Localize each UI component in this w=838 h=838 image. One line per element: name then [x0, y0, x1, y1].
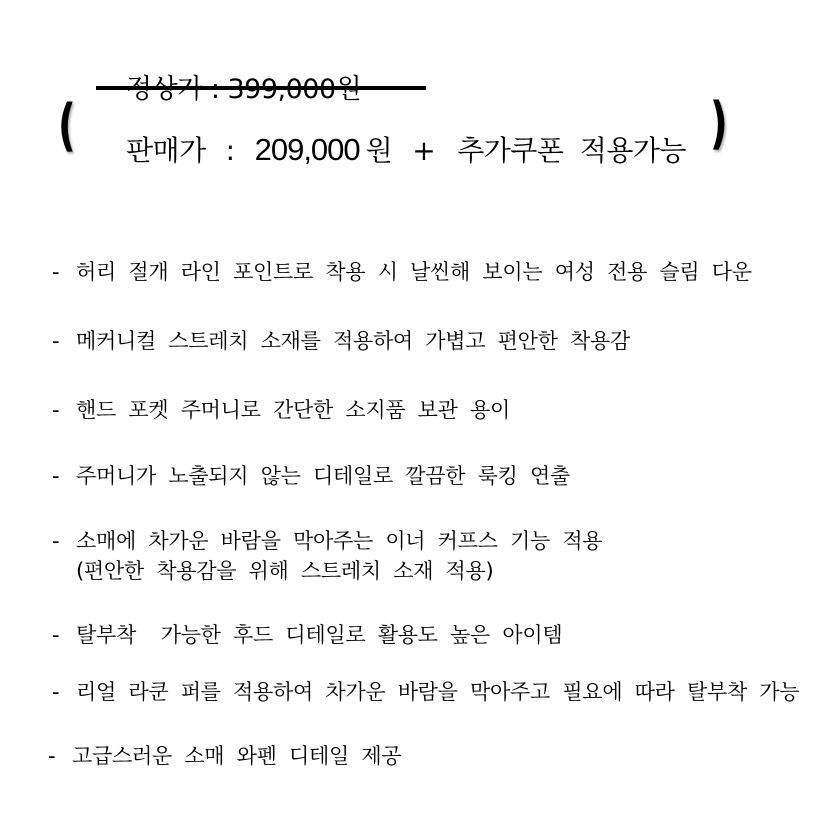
feature-item [52, 326, 630, 356]
feature-text: 주머니가 노출되지 않는 디테일로 깔끔한 룩킹 연출 [76, 464, 570, 488]
feature-item [52, 620, 562, 650]
price-block [0, 0, 838, 200]
plus-sign: + [412, 134, 436, 167]
feature-dash: - [52, 464, 60, 488]
feature-text: 소매에 차가운 바람을 막아주는 이너 커프스 기능 적용 [76, 529, 603, 553]
right-bracket: ) [709, 91, 728, 156]
feature-item [52, 395, 510, 425]
feature-subtext: (편안한 착용감을 위해 스트레치 소재 적용) [76, 559, 494, 583]
feature-dash: - [52, 623, 60, 647]
sale-price-amount: 209,000 [254, 132, 360, 167]
feature-dash: - [52, 529, 60, 553]
sale-price-label: 판매가 [126, 134, 206, 167]
sale-price-currency: 원 [365, 134, 393, 167]
coupon-text: 추가쿠폰 적용가능 [457, 134, 686, 167]
feature-text: 탈부착 가능한 후드 디테일로 활용도 높은 아이템 [76, 623, 563, 647]
original-price [126, 72, 361, 108]
feature-dash: - [52, 680, 60, 704]
feature-text: 핸드 포켓 주머니로 간단한 소지품 보관 용이 [76, 398, 510, 422]
left-bracket: ( [57, 93, 76, 158]
feature-text: 고급스러운 소매 와펜 디테일 제공 [72, 744, 402, 768]
feature-item [52, 677, 799, 707]
feature-text: 리얼 라쿤 퍼를 적용하여 차가운 바람을 막아주고 필요에 따라 탈부착 가능 [76, 680, 800, 704]
feature-item [52, 257, 752, 287]
feature-dash: - [52, 329, 60, 353]
feature-item [48, 741, 401, 771]
strikethrough-line [96, 86, 426, 90]
feature-dash: - [48, 744, 56, 768]
feature-text: 허리 절개 라인 포인트로 착용 시 날씬해 보이는 여성 전용 슬림 다운 [76, 260, 752, 284]
feature-text: 메커니컬 스트레치 소재를 적용하여 가볍고 편안한 착용감 [76, 329, 630, 353]
sale-price-colon: : [225, 134, 235, 167]
feature-dash: - [52, 398, 60, 422]
feature-item [52, 461, 570, 491]
sale-price-line [126, 130, 686, 171]
feature-item [52, 526, 602, 586]
feature-dash: - [52, 260, 60, 284]
